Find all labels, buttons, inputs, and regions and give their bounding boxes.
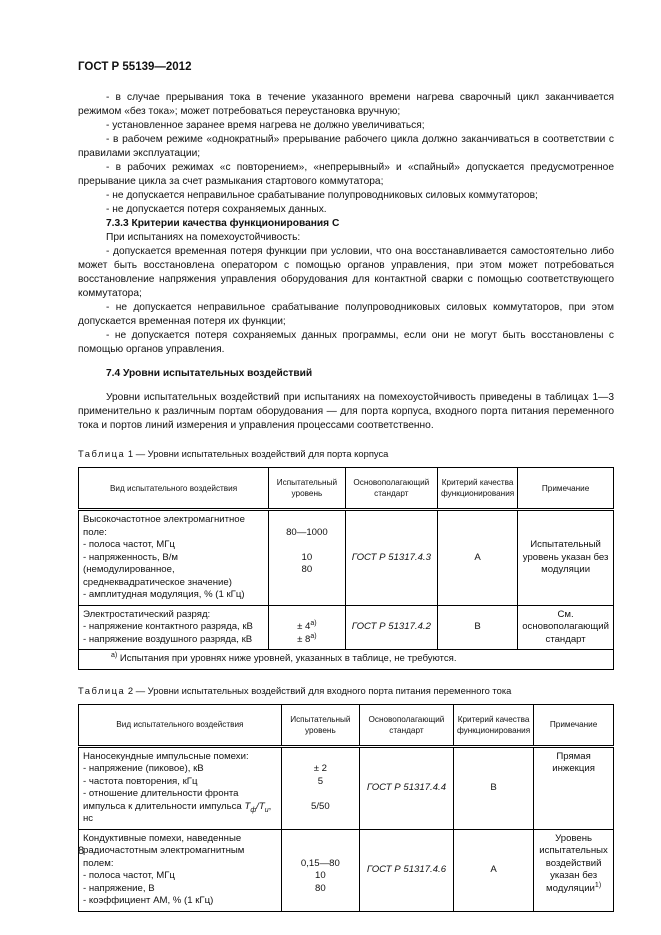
level-cell <box>269 605 345 650</box>
standard-cell: ГОСТ Р 51317.4.3 <box>345 510 437 606</box>
cell-line: - полоса частот, МГц <box>83 870 175 881</box>
cell-line: 80 <box>301 564 313 575</box>
page-number: 8 <box>78 845 85 857</box>
criterion-cell: А <box>438 510 518 606</box>
col-header: Основополагающий стандарт <box>345 468 437 510</box>
note-cell: Прямая инжекция <box>534 746 614 829</box>
footnote-ref: а) <box>310 619 317 627</box>
standard-cell: ГОСТ Р 51317.4.6 <box>359 829 453 911</box>
criterion-cell: В <box>438 605 518 650</box>
table-footnote <box>79 650 614 670</box>
paragraph: При испытаниях на помехоустойчивость: <box>106 232 301 243</box>
page-body <box>78 91 614 912</box>
paragraph: - допускается временная потеря функции при условии, что она восстанавливается самостоятельно либо может быть восстановлена оператором с помощью органов управления, при этом может потребоваться восстановление напряжения управления оборудования для контактной сварки с помощью соответствующего коммутатора; <box>78 246 614 299</box>
caption-text: 2 — Уровни испытательных воздействий для входного порта питания переменного тока <box>125 684 512 696</box>
cell-line: - напряжение воздушного разряда, кВ <box>83 633 253 645</box>
cell-line: - отношение длительности фронта импульса к длительности импульса $T_ф/T_и$, нс <box>83 788 272 824</box>
cell-line: 0,15—80 <box>300 857 340 869</box>
cell-line: 10 <box>301 551 313 563</box>
col-header: Примечание <box>518 468 614 510</box>
section-heading: 7.4 Уровни испытательных воздействий <box>106 368 313 379</box>
cell-line <box>273 514 340 527</box>
paragraph: - в рабочем режиме «однократный» прерывание рабочего цикла должно заканчиваться в соответствии с правилами эксплуатации; <box>78 134 614 159</box>
cell-line: - коэффициент АМ, % (1 кГц) <box>83 895 214 906</box>
table-row <box>79 510 614 606</box>
cell-line: - амплитудная модуляция, % (1 кГц) <box>83 589 245 600</box>
table-caption <box>78 447 614 461</box>
footnote-ref: а) <box>310 632 317 640</box>
paragraph: - не допускается потеря сохраняемых данных программы, если они не могут быть восстановлены с помощью органов управления. <box>78 330 614 355</box>
table-row <box>79 605 614 650</box>
cell-line: - частота повторения, кГц <box>83 775 198 787</box>
col-header: Испытательный уровень <box>281 704 359 746</box>
cell-line: 10 <box>315 870 326 881</box>
table-header-row <box>79 704 614 746</box>
table-row <box>79 829 614 911</box>
table-header-row <box>79 468 614 510</box>
table-row <box>79 746 614 829</box>
cell-line: Наносекундные импульсные помехи: <box>83 750 249 762</box>
effect-cell <box>79 605 269 650</box>
criterion-cell: А <box>453 829 533 911</box>
note-cell: См. основополагающий стандарт <box>518 605 614 650</box>
level-cell <box>281 746 359 829</box>
caption-text: 1 — Уровни испытательных воздействий для порта корпуса <box>125 448 389 459</box>
cell-line: Кондуктивные помехи, наведенные радиочастотным электромагнитным полем: <box>83 832 245 869</box>
note-cell <box>534 829 614 911</box>
paragraph: - в случае прерывания тока в течение указанного времени нагрева сварочный цикл заканчивается режимом «без тока»; может потребоваться переустановка вручную; <box>78 92 614 117</box>
caption-word: Таблица <box>78 684 126 696</box>
cell-line <box>286 833 355 858</box>
level-value: ± 4 <box>297 621 311 632</box>
col-header: Примечание <box>534 704 614 746</box>
note-text: Уровень испытательных воздействий указан без модуляции <box>539 832 608 894</box>
cell-line <box>273 634 340 647</box>
document-header: ГОСТ Р 55139—2012 <box>78 61 192 73</box>
paragraph: - в рабочих режимах «с повторением», «непрерывный» и «спайный» допускается предусмотренное прерывание цикла за счет размыкания стартового коммутатора; <box>78 162 614 187</box>
section-heading: 7.3.3 Критерии качества функционирования С <box>106 218 340 229</box>
level-value: ± 8 <box>297 633 311 645</box>
effect-cell <box>79 510 269 606</box>
cell-line: 80—1000 <box>286 526 328 538</box>
cell-line <box>273 621 340 634</box>
cell-line: ± 2 <box>313 763 327 774</box>
formula: $T_ф/T_и$ <box>244 800 269 814</box>
cell-line: - полоса частот, МГц <box>83 539 175 550</box>
col-header: Вид испытательного воздействия <box>79 704 282 746</box>
criterion-cell: В <box>453 746 533 829</box>
cell-line: - напряженность, В/м (немодулированное, среднеквадратическое значение) <box>83 551 232 588</box>
level-cell <box>269 510 345 606</box>
col-header: Основополагающий стандарт <box>359 704 453 746</box>
table-caption <box>78 684 614 698</box>
col-header: Критерий качества функционирования <box>453 704 533 746</box>
cell-line: - напряжение контактного разряда, кВ <box>83 621 253 632</box>
cell-line <box>286 788 355 801</box>
cell-line <box>273 539 340 552</box>
level-cell <box>281 829 359 911</box>
cell-line: Высокочастотное электромагнитное поле: <box>83 514 245 538</box>
standard-cell: ГОСТ Р 51317.4.4 <box>359 746 453 829</box>
cell-text: - отношение длительности фронта импульса к длительности импульса <box>83 788 242 812</box>
effect-cell <box>79 829 282 911</box>
table-1 <box>78 467 614 670</box>
paragraph: - не допускается неправильное срабатывание полупроводниковых силовых коммутаторов, при этом допускается временная потеря их функции; <box>78 302 614 327</box>
table-footnote-row <box>79 650 614 670</box>
cell-line: Электростатический разряд: <box>83 608 211 620</box>
cell-line: 5/50 <box>311 800 330 812</box>
col-header: Вид испытательного воздействия <box>79 468 269 510</box>
paragraph: - установленное заранее время нагрева не должно увеличиваться; <box>106 120 425 131</box>
footnote-ref: 1) <box>594 881 602 889</box>
cell-line <box>286 751 355 764</box>
effect-cell <box>79 746 282 829</box>
cell-line: - напряжение (пиковое), кВ <box>83 763 204 774</box>
footnote-mark: а) <box>111 651 118 659</box>
caption-word: Таблица <box>78 448 126 459</box>
cell-line <box>273 609 340 622</box>
note-cell: Испытательный уровень указан без модуляции <box>518 510 614 606</box>
paragraph: - не допускается неправильное срабатывание полупроводниковых силовых коммутаторов; <box>106 190 538 201</box>
cell-line: 80 <box>315 882 326 894</box>
cell-line: 5 <box>317 775 324 787</box>
col-header: Испытательный уровень <box>269 468 345 510</box>
standard-cell: ГОСТ Р 51317.4.2 <box>345 605 437 650</box>
col-header: Критерий качества функционирования <box>438 468 518 510</box>
cell-line: - напряжение, В <box>83 882 155 894</box>
paragraph: Уровни испытательных воздействий при испытаниях на помехоустойчивость приведены в таблицах 1—3 применительно к различным портам оборудования — для порта корпуса, входного порта питания переменного тока и портов линий измерения и управления процессами соответственно. <box>78 392 614 431</box>
footnote-text: Испытания при уровнях ниже уровней, указанных в таблице, не требуются. <box>117 653 457 664</box>
paragraph: - не допускается потеря сохраняемых данных. <box>106 204 327 215</box>
table-2 <box>78 704 614 912</box>
